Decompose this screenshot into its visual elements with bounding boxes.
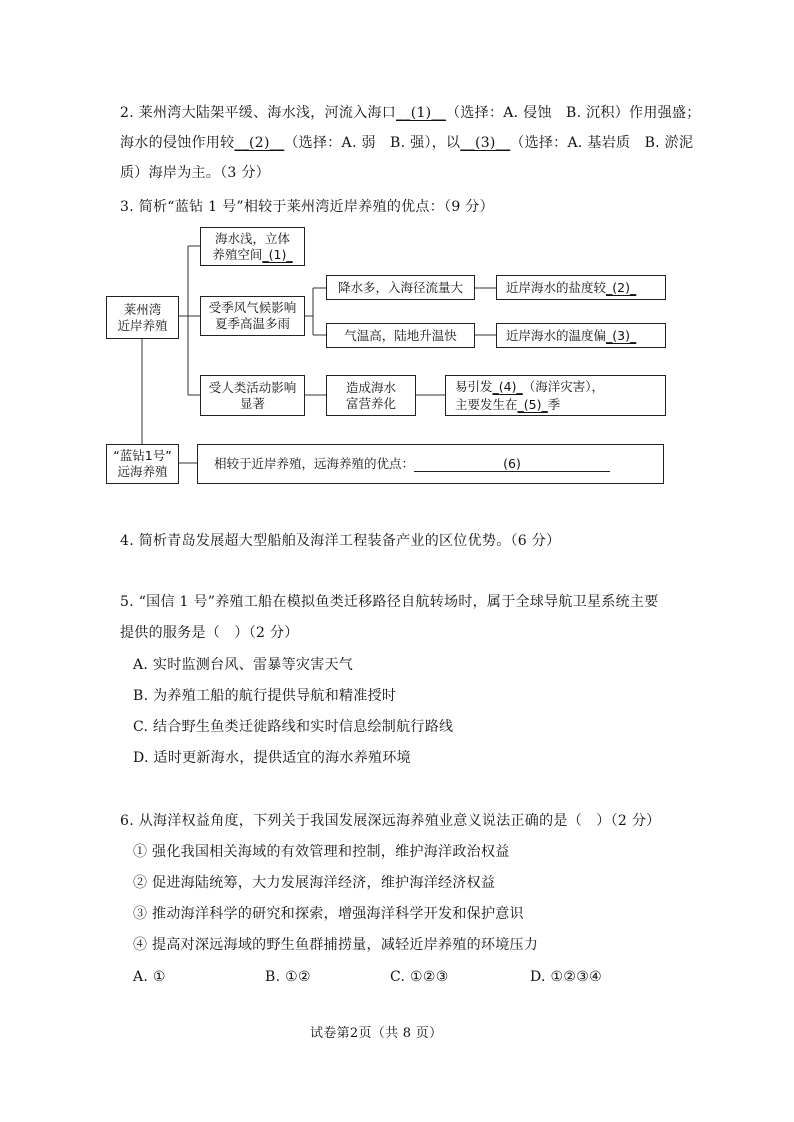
node-advantage-text: 相较于近岸养殖，远海养殖的优点： bbox=[214, 456, 415, 471]
node-blank-6[interactable]: (6) bbox=[414, 457, 610, 472]
node-human-activity bbox=[200, 375, 305, 416]
node-human-text: 受人类活动影响 显著 bbox=[208, 379, 297, 411]
node-rainfall-text: 降水多，入海径流量大 bbox=[337, 279, 463, 295]
q3-title: 3. 简析“蓝钻 1 号”相较于莱州湾近岸养殖的优点：（9 分） bbox=[120, 199, 494, 215]
q5-line2: 提供的服务是（ ）（2 分） bbox=[120, 625, 299, 641]
q6-item-4: ④ 提高对深远海域的野生鱼群捕捞量，减轻近岸养殖的环境压力 bbox=[133, 937, 539, 953]
q2-text-2a: 海水的侵蚀作用较 bbox=[120, 135, 235, 151]
node-blank-1[interactable]: _(1)_ bbox=[262, 246, 293, 262]
node-heat-text: 气温高，陆地升温快 bbox=[344, 327, 457, 343]
node-blank-2[interactable]: _(2)_ bbox=[606, 279, 637, 295]
node-temperature bbox=[496, 323, 666, 348]
q2-text-2c: （选择：A. 基岩质 B. 淤泥 bbox=[510, 135, 694, 151]
q2-text-1: 2. 莱州湾大陆架平缓、海水浅，河流入海口 bbox=[120, 105, 397, 121]
node-eutrophication bbox=[326, 375, 416, 416]
q6-line1: 6. 从海洋权益角度，下列关于我国发展深远海养殖业意义说法正确的是（ ）（2 分） bbox=[120, 813, 661, 829]
node-disaster-text-a: 易引发 bbox=[455, 378, 493, 394]
node-shallow-water bbox=[200, 227, 305, 266]
q2-blank-1[interactable]: __(1)__ bbox=[396, 105, 447, 121]
node-blank-5[interactable]: _(5)_ bbox=[517, 396, 548, 412]
node-lanzuan-offshore bbox=[106, 444, 179, 484]
q6-choice-b[interactable]: B. ①② bbox=[265, 969, 311, 985]
q6-item-1: ① 强化我国相关海域的有效管理和控制，维护海洋政治权益 bbox=[133, 844, 510, 860]
q6-choice-c[interactable]: C. ①②③ bbox=[390, 969, 449, 985]
node-salinity bbox=[496, 275, 666, 300]
q2-text-2b: （选择：A. 弱 B. 强），以 bbox=[284, 135, 461, 151]
node-advantage bbox=[197, 444, 664, 484]
node-disaster-text-d: 季 bbox=[547, 396, 561, 412]
node-salinity-text: 近岸海水的盐度较 bbox=[506, 279, 607, 295]
node-lanzuan-text: “蓝钻1号” 远海养殖 bbox=[113, 448, 172, 479]
node-monsoon-text: 受季风气候影响 夏季高温多雨 bbox=[208, 300, 297, 331]
node-rainfall bbox=[326, 275, 475, 300]
node-laizhou-text: 莱州湾 近岸养殖 bbox=[117, 301, 168, 333]
q5-option-c[interactable]: C. 结合野生鱼类迁徙路线和实时信息绘制航行路线 bbox=[133, 719, 454, 735]
node-monsoon bbox=[200, 296, 305, 336]
node-blank-3[interactable]: _(3)_ bbox=[606, 327, 637, 343]
node-disaster-text-c: 主要发生在 bbox=[455, 396, 518, 412]
q5-option-b[interactable]: B. 为养殖工船的航行提供导航和精准授时 bbox=[133, 688, 397, 704]
q6-item-2: ② 促进海陆统筹，大力发展海洋经济，维护海洋经济权益 bbox=[133, 875, 496, 891]
q2-line3: 质）海岸为主。（3 分） bbox=[120, 165, 270, 181]
node-shallow-water-text: 海水浅，立体 养殖空间 bbox=[212, 230, 290, 262]
q5-line1: 5. “国信 1 号”养殖工船在模拟鱼类迁移路径自航转场时，属于全球导航卫星系统主要 bbox=[120, 594, 659, 610]
node-heat bbox=[326, 323, 475, 348]
node-eutrophication-text: 造成海水 富营养化 bbox=[345, 379, 396, 411]
q5-option-d[interactable]: D. 适时更新海水，提供适宜的海水养殖环境 bbox=[133, 750, 411, 766]
node-disaster-text-b: （海洋灾害）， bbox=[522, 378, 604, 394]
q4-text: 4. 简析青岛发展超大型船舶及海洋工程装备产业的区位优势。（6 分） bbox=[120, 533, 561, 549]
node-disaster bbox=[445, 375, 666, 416]
node-blank-4[interactable]: _(4)_ bbox=[492, 378, 523, 394]
q5-option-a[interactable]: A. 实时监测台风、雷暴等灾害天气 bbox=[133, 657, 354, 673]
q2-blank-2[interactable]: __(2)__ bbox=[234, 135, 285, 151]
q6-choice-d[interactable]: D. ①②③④ bbox=[530, 969, 602, 985]
q6-item-3: ③ 推动海洋科学的研究和探索，增强海洋科学开发和保护意识 bbox=[133, 906, 524, 922]
node-temperature-text: 近岸海水的温度偏 bbox=[506, 327, 607, 343]
page-footer: 试卷第2页（共 8 页） bbox=[310, 1026, 443, 1041]
q2-text-1b: （选择：A. 侵蚀 B. 沉积）作用强盛； bbox=[446, 105, 701, 121]
q2-blank-3[interactable]: __(3)__ bbox=[460, 135, 511, 151]
node-laizhou-nearshore bbox=[106, 296, 179, 339]
q6-choice-a[interactable]: A. ① bbox=[133, 969, 166, 985]
